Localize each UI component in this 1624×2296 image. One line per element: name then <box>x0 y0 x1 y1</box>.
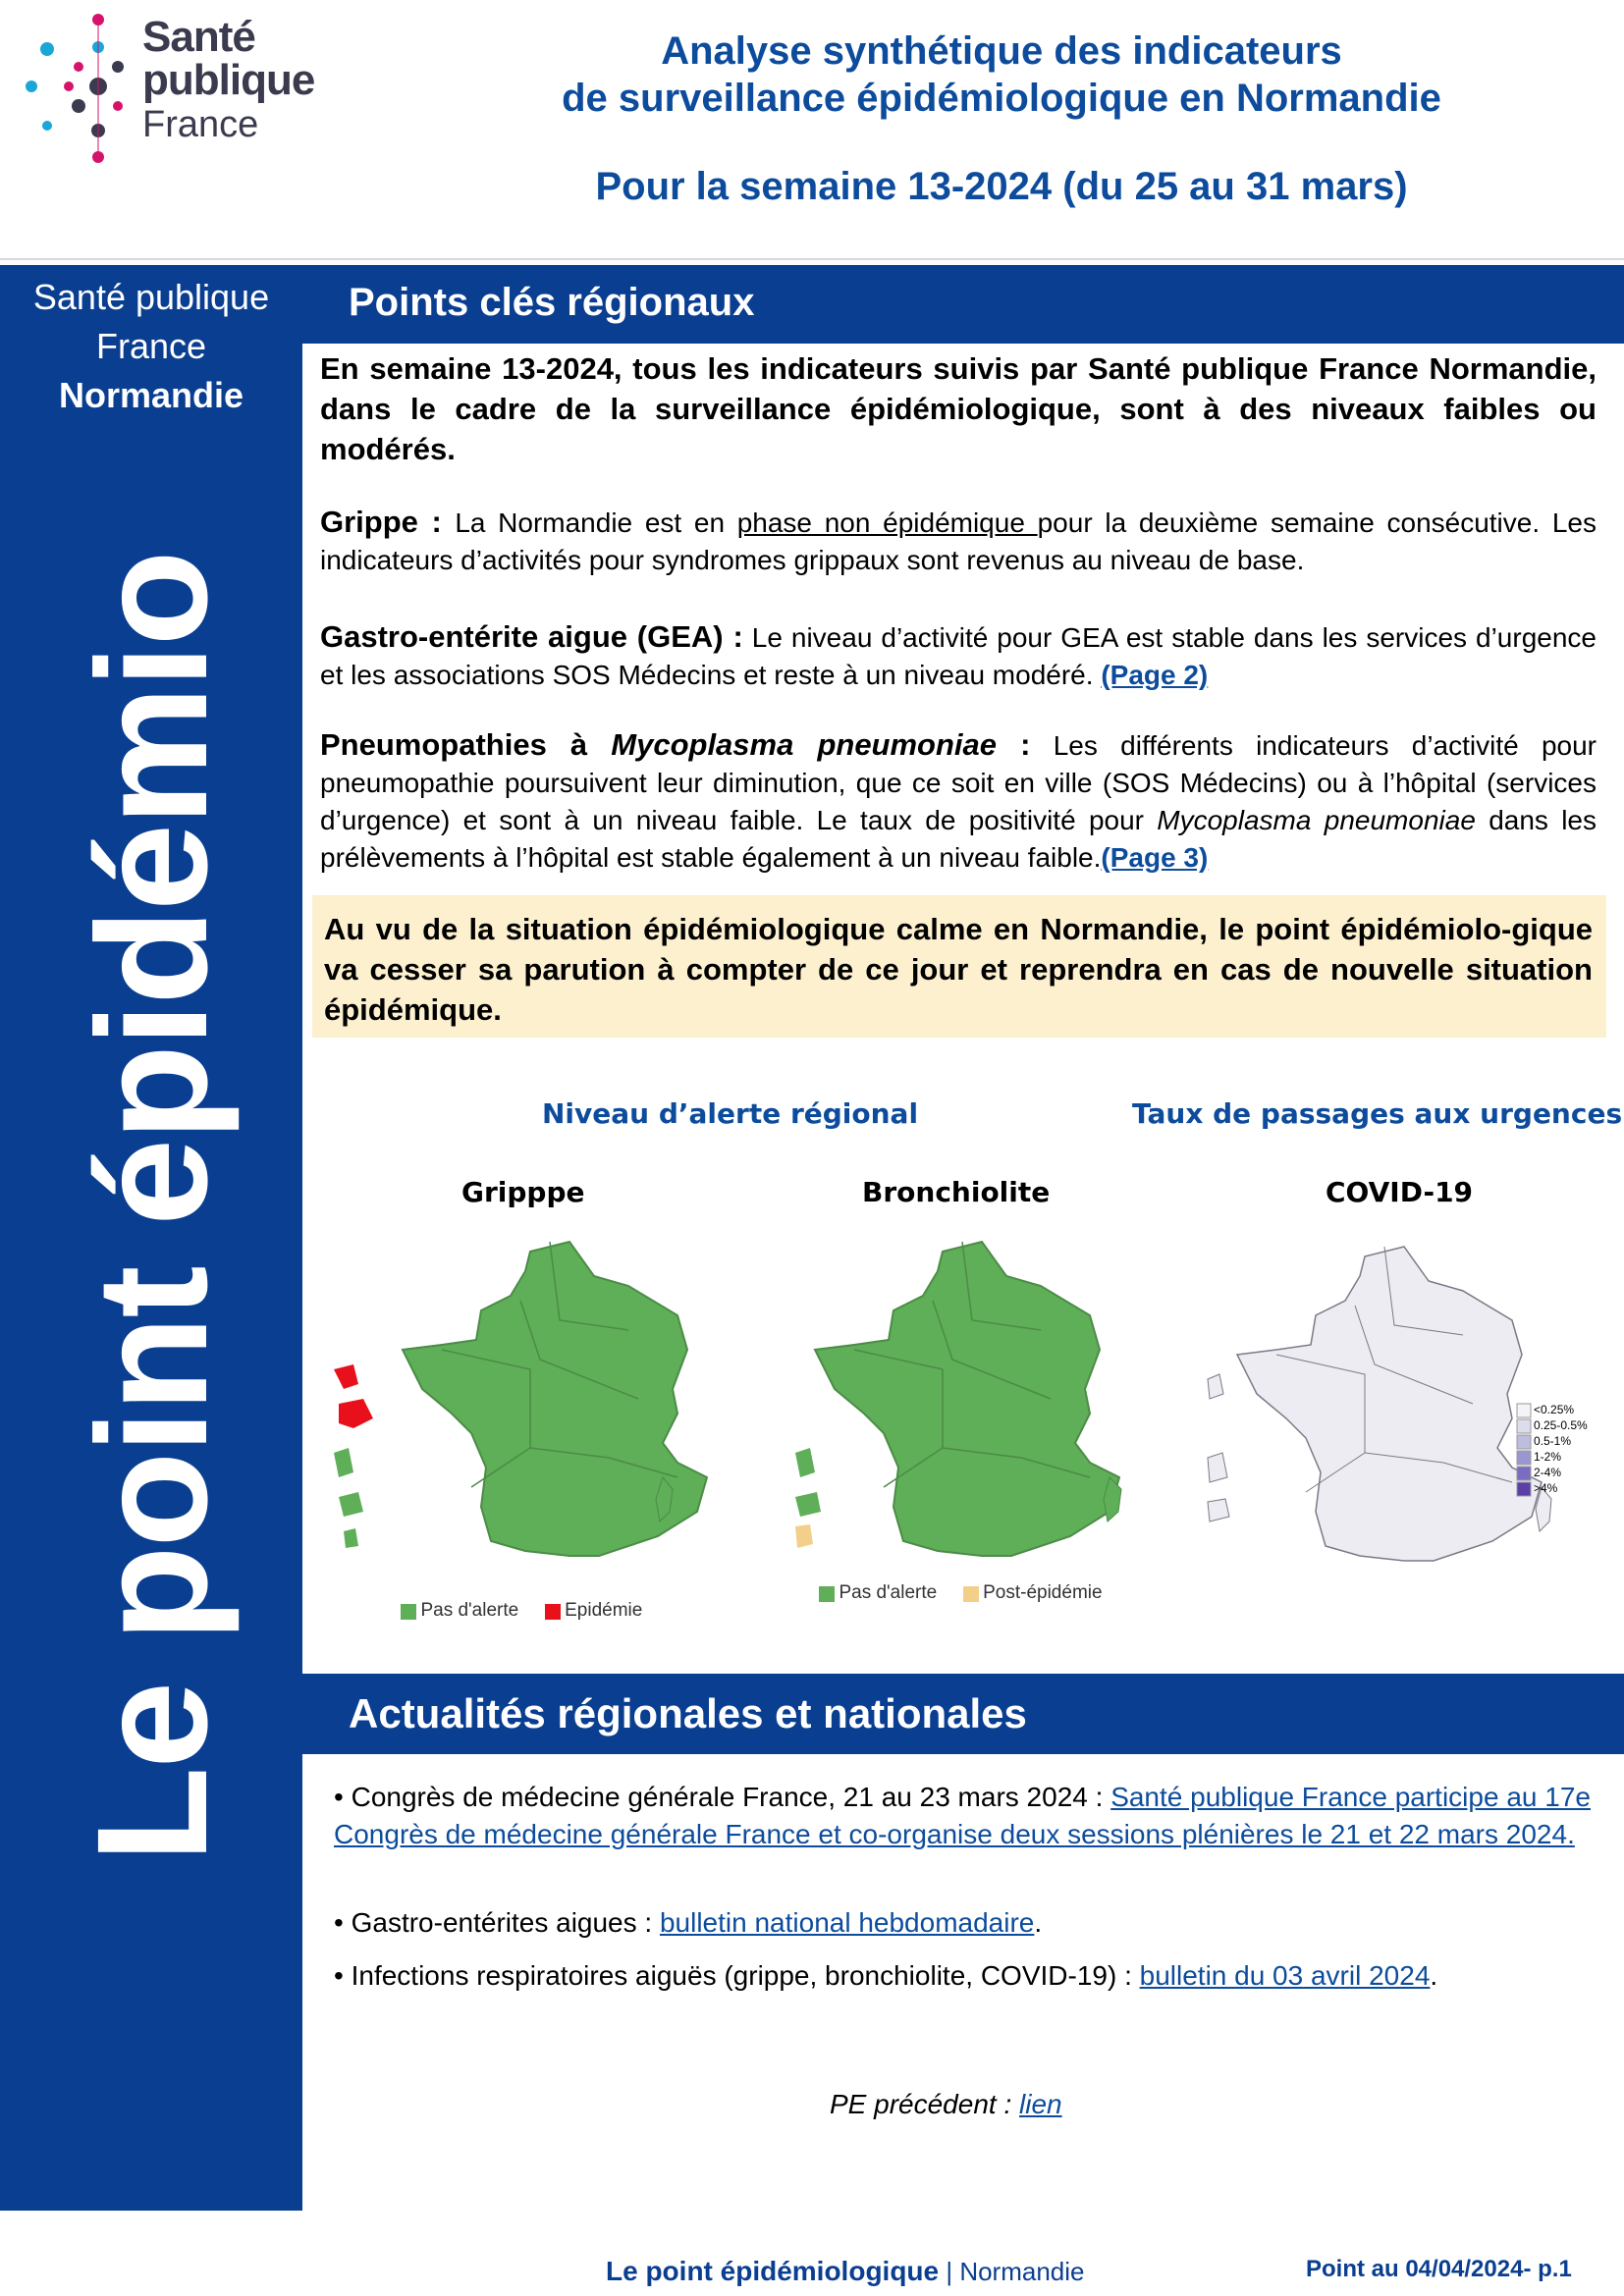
grippe-phase: phase non épidémique <box>736 507 1038 538</box>
footer-date: Point au 04/04/2024- p.1 <box>1306 2256 1572 2282</box>
legend-grippe: Pas d'alerte Epidémie <box>401 1600 642 1622</box>
news-title: Actualités régionales et nationales <box>349 1690 1027 1736</box>
news-link-gea-bulletin[interactable]: bulletin national hebdomadaire <box>659 1907 1035 1938</box>
key-points-intro: En semaine 13-2024, tous les indicateurs suivis par Santé publique France Normandie, dans le cadre de la surveillance épidémiologique, sont à des niveaux faibles ou modérés. <box>320 351 1597 466</box>
legend-swatch-red <box>545 1604 561 1620</box>
news-item: • Gastro-entérites aigues : bulletin national hebdomadaire. <box>334 1907 1043 1938</box>
legend-swatch-green <box>401 1604 416 1620</box>
previous-pe: PE précédent : lien <box>830 2089 1062 2119</box>
header-divider <box>0 258 1624 260</box>
logo-dots-icon <box>20 8 157 165</box>
gea-page-link[interactable]: (Page 2) <box>1101 660 1209 690</box>
notice-text: Au vu de la situation épidémiologique calme en Normandie, le point épidémiolo-gique va cesser sa parution à compter de ce jour et reprendra en cas de nouvelle situation épidémique. <box>324 912 1593 1027</box>
news-item: • Congrès de médecine générale France, 21 au 23 mars 2024 : Santé publique France participe au 17e Congrès de médecine générale France et co-organise deux sessions plénières le 21 et 22 mars 2024. <box>334 1782 1591 1849</box>
logo-wordmark: Santé publique France <box>142 13 315 145</box>
map-title-bronchiolite: Bronchiolite <box>862 1176 1051 1208</box>
footer-brand: Le point épidémiologique | Normandie <box>606 2256 1085 2286</box>
sidebar-vertical-title: Le point épidémio <box>64 552 240 1863</box>
legend-swatch-beige <box>963 1586 979 1602</box>
news-item: • Infections respiratoires aiguës (grippe, bronchiolite, COVID-19) : bulletin du 03 avril 2024. <box>334 1960 1438 1991</box>
map-grippe <box>334 1232 746 1605</box>
previous-pe-link[interactable]: lien <box>1019 2089 1062 2119</box>
page-title: Analyse synthétique des indicateurs de surveillance épidémiologique en Normandie <box>562 29 1441 120</box>
key-points-title: Points clés régionaux <box>349 281 755 324</box>
map-title-covid: COVID-19 <box>1326 1176 1474 1208</box>
paragraph-pneumo: Pneumopathies à Mycoplasma pneumoniae : Les différents indicateurs d’activité pour pneumopathie poursuivent leur diminution, que ce soit en ville (SOS Médecins) ou à l’hôpital (services d’urgence) et sont à un niveau faible. Le taux de positivité pour Mycoplasma pneumoniae dans les prélèvements à l’hôpital est stable également à un niveau faible.(Page 3) <box>320 727 1597 873</box>
pneumo-page-link[interactable]: (Page 3) <box>1101 842 1209 873</box>
sidebar-org: Santé publique France Normandie <box>0 273 302 420</box>
paragraph-grippe: Grippe : La Normandie est en phase non épidémique pour la deuxième semaine consécutive. Les indicateurs d’activités pour syndromes grippaux sont revenus au niveau de base. <box>320 505 1597 575</box>
legend-bronchiolite: Pas d'alerte Post-épidémie <box>819 1582 1103 1604</box>
paragraph-gea: Gastro-entérite aigue (GEA) : Le niveau d’activité pour GEA est stable dans les services d’urgence et les associations SOS Médecins et reste à un niveau modéré. (Page 2) <box>320 619 1597 690</box>
map-heading-alert: Niveau d’alerte régional <box>542 1097 919 1130</box>
map-bronchiolite <box>756 1232 1168 1605</box>
map-covid <box>1198 1242 1571 1605</box>
map-heading-rate: Taux de passages aux urgences <box>1132 1097 1623 1130</box>
legend-swatch-green <box>819 1586 835 1602</box>
map-title-grippe: Gripppe <box>461 1176 585 1208</box>
covid-legend-swatches <box>1517 1404 1531 1496</box>
news-link-ira-bulletin[interactable]: bulletin du 03 avril 2024 <box>1139 1960 1431 1991</box>
legend-covid: <0.25% 0.25-0.5% 0.5-1% 1-2% 2-4% >4% <box>1534 1403 1588 1495</box>
week-subtitle: Pour la semaine 13-2024 (du 25 au 31 mars) <box>595 165 1408 208</box>
news-link-congres[interactable]: Santé publique France participe au 17e Congrès de médecine générale France et co-organise deux sessions plénières le 21 et 22 mars 2024. <box>334 1782 1591 1849</box>
sidebar-region: Normandie <box>58 375 244 415</box>
